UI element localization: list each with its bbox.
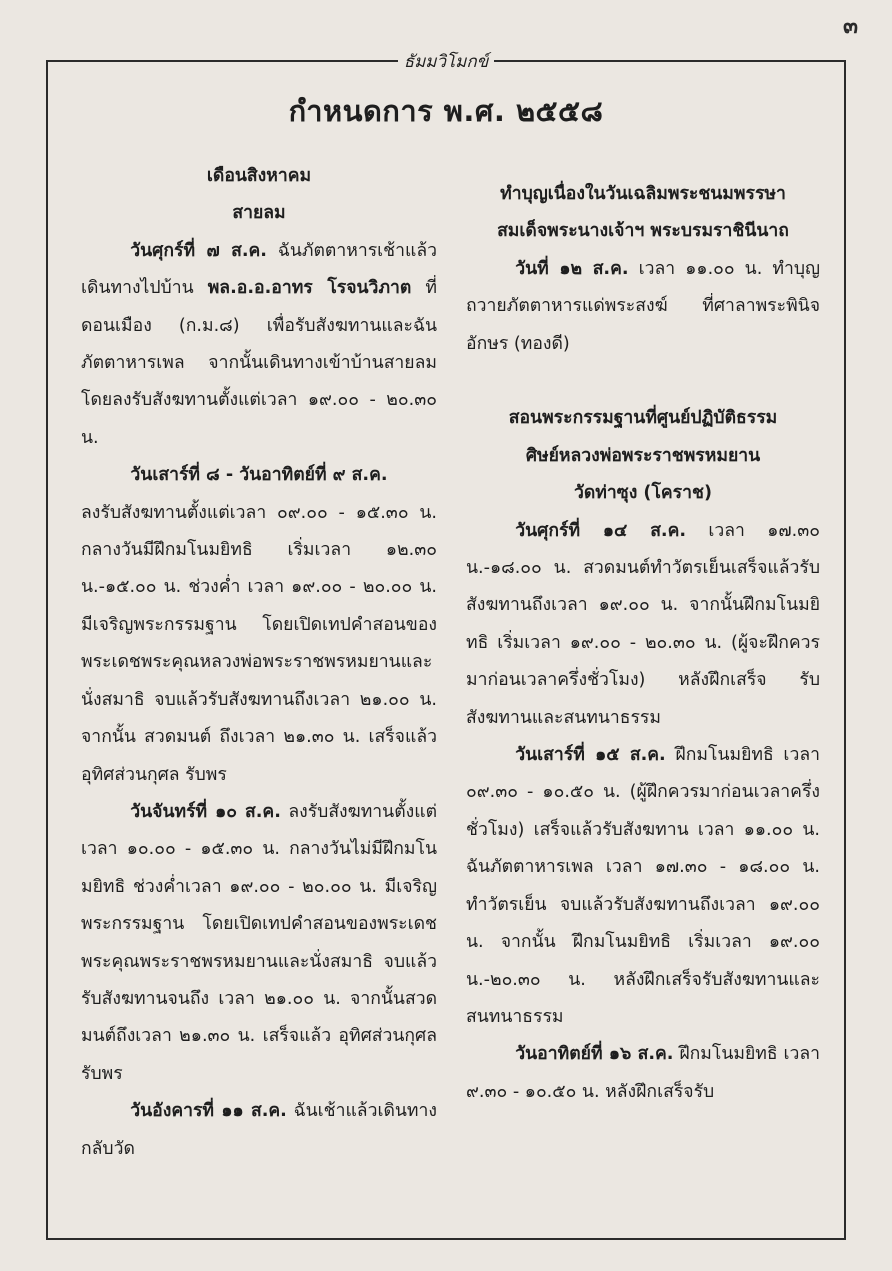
place-heading: สายลม <box>232 203 286 224</box>
right-column <box>466 158 820 1111</box>
entry-text: ฝึกมโนมยิทธิ เวลา ๙.๓๐ - ๑๐.๕๐ น. หลังฝึกเสร็จรับ <box>466 1044 820 1102</box>
schedule-entry <box>81 233 437 457</box>
entry-date: วันเสาร์ที่ ๑๕ ส.ค. <box>515 745 666 766</box>
left-column <box>81 158 437 1168</box>
entry-date: วันอาทิตย์ที่ ๑๖ ส.ค. <box>515 1044 674 1065</box>
entry-date: วันศุกร์ที่ ๑๔ ส.ค. <box>515 520 687 541</box>
entry-text: เวลา ๑๑.๐๐ น. ทำบุญถวายภัตตาหารแด่พระสงฆ์ ที่ศาลาพระพินิจอักษร (ทองดี) <box>466 258 820 354</box>
entry-date: วันอังคารที่ ๑๑ ส.ค. <box>130 1101 287 1122</box>
entry-text: ฉันเช้าแล้วเดินทางกลับวัด <box>81 1101 437 1159</box>
publication-header <box>48 48 844 75</box>
section-heading: ทำบุญเนื่องในวันเฉลิมพระชนมพรรษา <box>500 184 786 204</box>
section-heading: สมเด็จพระนางเจ้าฯ พระบรมราชินีนาถ <box>497 221 789 242</box>
entry-date: วันศุกร์ที่ ๗ ส.ค. <box>130 240 267 261</box>
section-heading: สอนพระกรรมฐานที่ศูนย์ปฏิบัติธรรม <box>508 408 778 429</box>
schedule-entry <box>81 794 437 1093</box>
schedule-entry: ลงรับสังฆทานตั้งแต่เวลา ๐๙.๐๐ - ๑๕.๓๐ น. กลางวันมีฝึกมโนมยิทธิ เริ่มเวลา ๑๒.๓๐ น.-๑๕.๐๐ น. ช่วงค่ำ เวลา ๑๙.๐๐ - ๒๐.๐๐ น. มีเจริญพระกรรมฐาน โดยเปิดเทปคำสอนของพระเดชพระคุณหลวงพ่อพระราชพรหมยานและนั่งสมาธิ จบแล้วรับสังฆทานถึงเวลา ๒๑.๐๐ น. จากนั้น สวดมนต์ ถึงเวลา ๒๑.๓๐ น. เสร็จแล้ว อุทิศส่วนกุศล รับพร <box>81 502 437 785</box>
page-title: กำหนดการ พ.ศ. ๒๕๕๘ <box>288 94 604 128</box>
section-heading: ศิษย์หลวงพ่อพระราชพรหมยาน <box>525 445 761 466</box>
document-frame <box>46 52 846 1240</box>
entry-text: ลงรับสังฆทานตั้งแต่เวลา ๑๐.๐๐ - ๑๕.๓๐ น. กลางวันไม่มีฝึกมโนมยิทธิ ช่วงค่ำเวลา ๑๙.๐๐ - ๒๐.๐๐ น. มีเจริญพระกรรมฐาน โดยเปิดเทปคำสอนของพระเดชพระคุณพระราชพรหมยานและนั่งสมาธิ จบแล้วรับสังฆทานจนถึง เวลา ๒๑.๐๐ น. จากนั้นสวดมนต์ถึงเวลา ๒๑.๓๐ น. เสร็จแล้ว อุทิศส่วนกุศล รับพร <box>81 801 437 1084</box>
schedule-entry <box>466 251 820 363</box>
entry-date-heading: วันเสาร์ที่ ๘ - วันอาทิตย์ที่ ๙ ส.ค. <box>130 465 388 486</box>
publication-header-text: ธัมมวิโมกข์ <box>398 52 495 72</box>
entry-date: วันที่ ๑๒ ส.ค. <box>515 258 629 279</box>
section-heading: วัดท่าซุง (โคราช) <box>573 483 712 504</box>
entry-text: ที่ดอนเมือง (ก.ม.๘) เพื่อรับสังฆทานและฉันภัตตาหารเพล จากนั้นเดินทางเข้าบ้านสายลม โดยลงรับสังฆทานตั้งแต่เวลา ๑๙.๐๐ - ๒๐.๓๐ น. <box>81 278 437 448</box>
entry-text: ฝึกมโนมยิทธิ เวลา ๐๙.๓๐ - ๑๐.๕๐ น. (ผู้ฝึกควรมาก่อนเวลาครึ่งชั่วโมง) เสร็จแล้วรับสังฆทาน เวลา ๑๑.๐๐ น. ฉันภัตตาหารเพล เวลา ๑๗.๓๐ - ๑๘.๐๐ น. ทำวัตรเย็น จบแล้วรับสังฆทานถึงเวลา ๑๙.๐๐ น. จากนั้น ฝึกมโนมยิทธิ เริ่มเวลา ๑๙.๐๐ น.-๒๐.๓๐ น. หลังฝึกเสร็จรับสังฆทานและสนทนาธรรม <box>466 745 820 1027</box>
page-number: ๓ <box>842 14 858 39</box>
schedule-entry <box>466 513 820 737</box>
month-heading: เดือนสิงหาคม <box>206 166 312 186</box>
schedule-entry <box>81 1093 437 1168</box>
entry-person-name: พล.อ.อ.อาทร โรจนวิภาต <box>207 278 412 299</box>
entry-text: เวลา ๑๗.๓๐ น.-๑๘.๐๐ น. สวดมนต์ทำวัตรเย็นเสร็จแล้วรับสังฆทานถึงเวลา ๑๙.๐๐ น. จากนั้นฝึกมโนมยิทธิ เริ่มเวลา ๑๙.๐๐ - ๒๐.๓๐ น. (ผู้จะฝึกควรมาก่อนเวลาครึ่งชั่วโมง) หลังฝึกเสร็จ รับสังฆทานและสนทนาธรรม <box>466 520 820 728</box>
entry-text: ฉันภัตตาหารเช้าแล้ว เดินทางไปบ้าน <box>81 240 437 299</box>
entry-date: วันจันทร์ที่ ๑๐ ส.ค. <box>130 801 281 822</box>
schedule-entry <box>466 737 820 1036</box>
schedule-entry <box>466 1036 820 1111</box>
